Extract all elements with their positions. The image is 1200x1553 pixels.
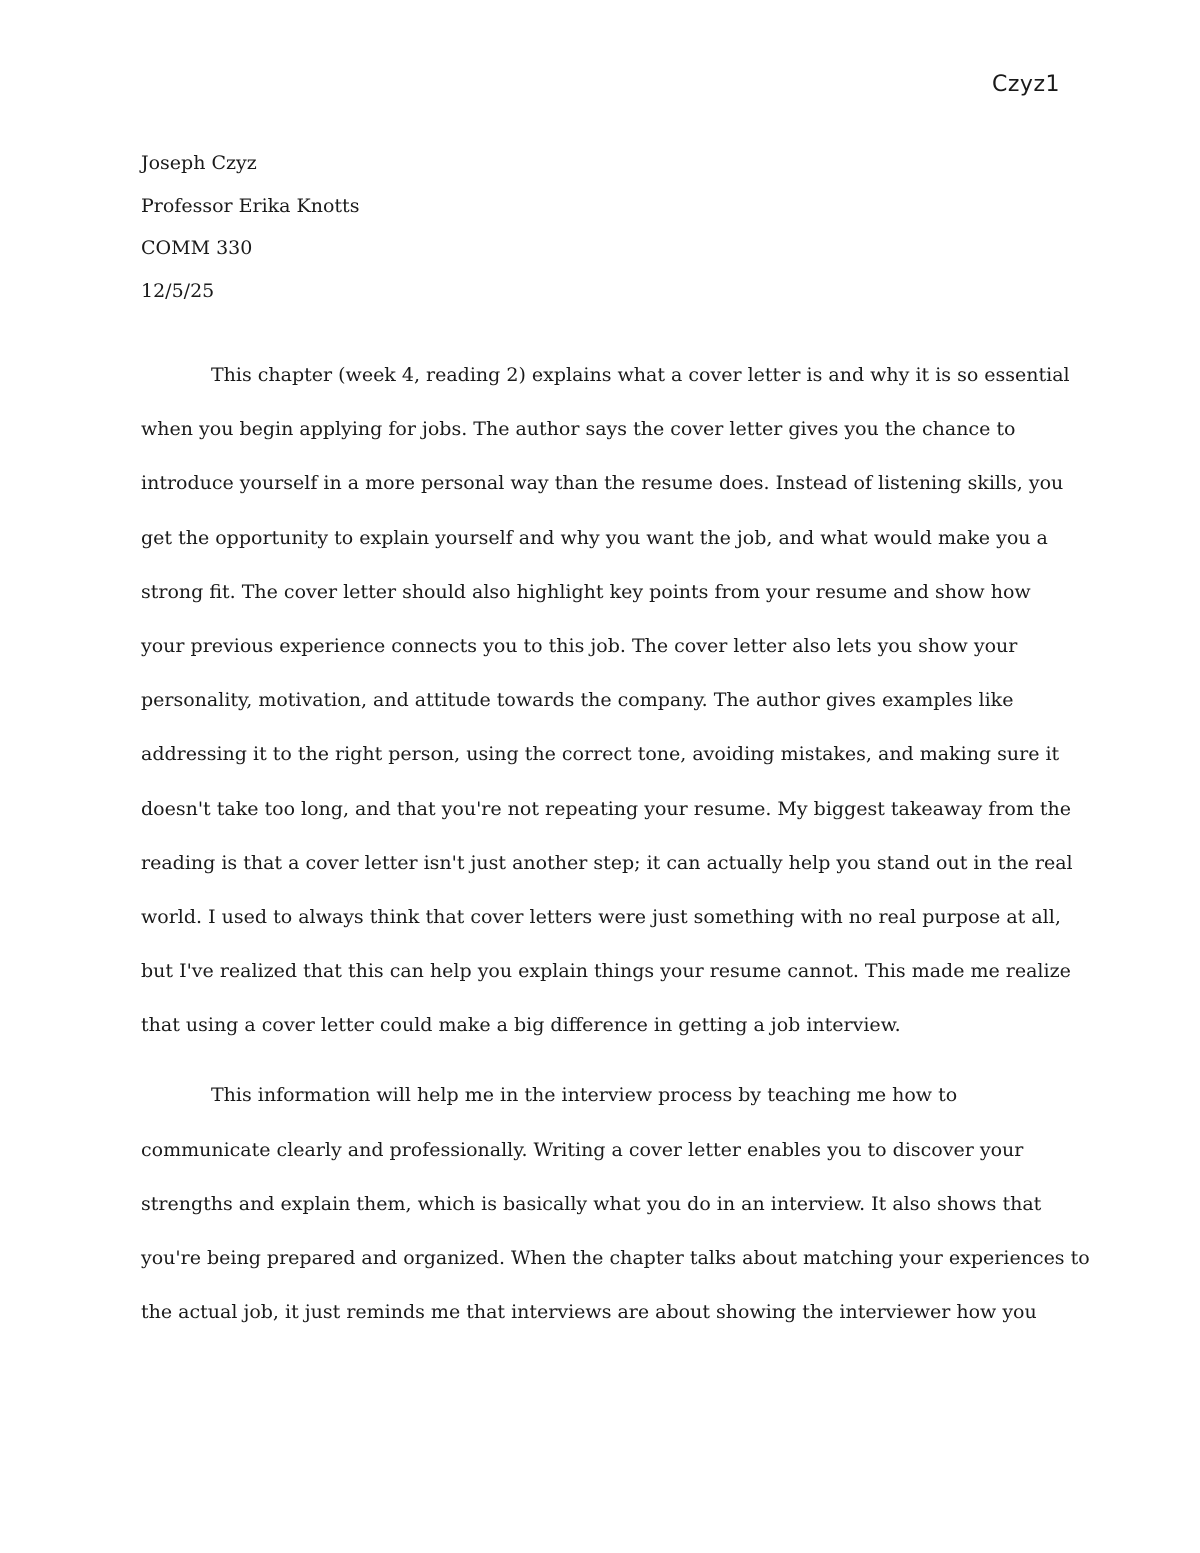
text-line: the actual job, it just reminds me that interviews are about showing the interviewer how you: [141, 1301, 1037, 1324]
text-line: introduce yourself in a more personal way than the resume does. Instead of listening skills, you: [141, 472, 1064, 495]
text-line: reading is that a cover letter isn't just another step; it can actually help you stand out in the real: [141, 851, 1073, 874]
text-line: world. I used to always think that cover letters were just something with no real purpose at all,: [141, 905, 1061, 928]
text-line: This chapter (week 4, reading 2) explains what a cover letter is and why it is so essential: [211, 364, 1070, 386]
text-line: when you begin applying for jobs. The author says the cover letter gives you the chance to: [141, 418, 1016, 441]
paragraph-1: [141, 348, 1073, 1052]
text-line: you're being prepared and organized. When the chapter talks about matching your experiences to: [141, 1247, 1090, 1269]
text-line: but I've realized that this can help you explain things your resume cannot. This made me realize: [141, 960, 1071, 983]
mla-heading: [141, 142, 1061, 312]
text-line: get the opportunity to explain yourself and why you want the job, and what would make you a: [141, 526, 1048, 549]
running-header: Czyz1: [992, 72, 1060, 97]
date: 12/5/25: [141, 279, 215, 302]
text-line: addressing it to the right person, using the correct tone, avoiding mistakes, and making sure it: [141, 743, 1060, 766]
text-line: communicate clearly and professionally. Writing a cover letter enables you to discover your: [141, 1138, 1024, 1161]
paragraph-spacing: [141, 1052, 1061, 1068]
text-line: doesn't take too long, and that you're not repeating your resume. My biggest takeaway from the: [141, 797, 1072, 820]
text-line: that using a cover letter could make a big difference in getting a job interview.: [141, 1014, 901, 1037]
course-code: COMM 330: [141, 237, 253, 259]
text-line: This information will help me in the interview process by teaching me how to: [211, 1084, 958, 1107]
paragraph-2: [141, 1068, 1090, 1339]
student-name: Joseph Czyz: [141, 152, 257, 174]
professor-name: Professor Erika Knotts: [141, 194, 360, 217]
text-line: strengths and explain them, which is basically what you do in an interview. It also shows that: [141, 1192, 1042, 1215]
text-line: strong fit. The cover letter should also highlight key points from your resume and show how: [141, 580, 1031, 603]
text-line: your previous experience connects you to this job. The cover letter also lets you show your: [141, 634, 1018, 657]
text-line: personality, motivation, and attitude towards the company. The author gives examples like: [141, 689, 1014, 712]
essay-body: [141, 348, 1090, 1339]
